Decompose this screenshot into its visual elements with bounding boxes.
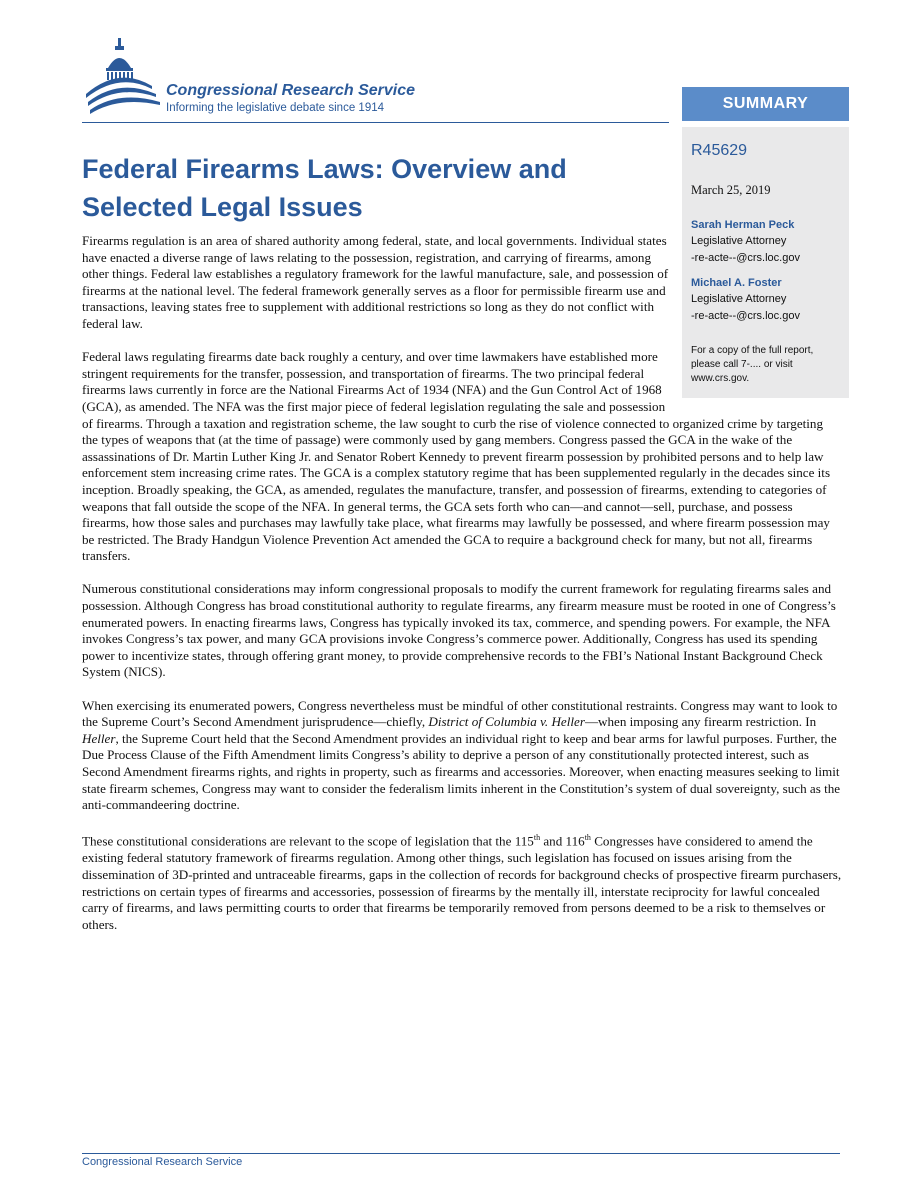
org-name: Congressional Research Service — [166, 82, 416, 99]
author-name: Sarah Herman Peck — [691, 219, 795, 231]
author-email: -re-acte--@crs.loc.gov — [691, 310, 800, 322]
report-date: March 25, 2019 — [691, 183, 771, 197]
text-run: These constitutional considerations are relevant to the scope of legislation that the 115 — [82, 833, 534, 849]
paragraph: Federal laws regulating firearms date back roughly a century, and over time lawmakers have established more stringent requirements for the transfer, possession, and transportation of firearms. The two principal federal firearms laws currently in force are the National Firearms Act of 1934 (NFA) and the Gun Control Act of 1968 (GCA), as amended. The NFA was the first major piece of federal legislation regulating the sale and possession of firearms. Through a taxation and registration scheme, the law sought to curb the rise of violence connected to organized crime by targeting the types of weapons that (at the time of passage) were commonly used by gang members. Congress passed the GCA in the wake of the assassinations of Dr. Martin Luther King Jr. and Senator Robert Kennedy to prevent firearm possession by prohibited persons and to help law enforcement stem increasing crime rates. The GCA is a complex statutory regime that has been supplemented regularly in the decades since its inception. Broadly speaking, the GCA, as amended, regulates the manufacture, transfer, and possession of firearms, extending to categories of weapons that fall outside the scope of the NFA. In general terms, the GCA sets forth who can—and cannot—sell, purchase, and possess firearms, how those sales and purchases may lawfully take place, what firearms may lawfully be possessed, and where firearm possession may be restricted. The Brady Handgun Violence Prevention Act amended the GCA to require a background check for many, but not all, firearms transfers. — [82, 349, 831, 564]
author-title: Legislative Attorney — [691, 293, 787, 305]
text-run: —when imposing any firearm restriction. In — [584, 714, 817, 730]
paragraph — [82, 698, 842, 814]
crs-logo — [84, 36, 484, 122]
paragraph: Numerous constitutional considerations may inform congressional proposals to modify the current framework for regulating firearms sales and possession. Although Congress has broad constitutional authority to regulate firearms, any firearm measure must be rooted in one of Congress’s enumerated powers. In enacting firearms laws, Congress has typically invoked its tax, commerce, and spending powers. For example, the NFA invokes Congress’s tax power, and many GCA provisions invoke Congress’s commerce power. Additionally, Congress has used its spending power to incentivize states, through offering grant money, to provide comprehensive records to the FBI’s National Instant Background Check System (NICS). — [82, 581, 836, 680]
text-run: When exercising its enumerated powers, Congress nevertheless must be mindful of other constitutional restraints. Congress may want to look to the Supreme Court’s Second Amendment jurisprudence—chiefly, — [82, 697, 838, 730]
paragraph — [82, 830, 842, 933]
org-tagline: Informing the legislative debate since 1914 — [166, 102, 385, 114]
summary-body — [82, 233, 842, 950]
footer-text: Congressional Research Service — [82, 1156, 243, 1168]
ordinal-suffix: th — [584, 833, 591, 843]
case-name: Heller — [82, 730, 116, 746]
ordinal-suffix: th — [533, 833, 541, 843]
capitol-dome-icon — [84, 36, 164, 122]
header-rule — [82, 122, 669, 123]
text-run: and 116 — [540, 833, 585, 849]
author-email: -re-acte--@crs.loc.gov — [691, 252, 800, 264]
text-run: Congresses have considered to amend the existing federal statutory framework of firearms regulation. Among other things, such legislation has focused on issues arising from the dissemination of 3D-printed and untraceable firearms, gaps in the collection of records for background checks of prospective firearm purchasers, restrictions on certain types of firearms and accessories, possession of firearms by the mentally ill, interstate reciprocity for lawful concealed carry of firearms, and laws permitting courts to order that firearms be temporarily removed from persons deemed to be a risk to themselves or others. — [82, 833, 842, 932]
footer-rule — [82, 1153, 840, 1154]
full-report-note: For a copy of the full report, please call 7-.... or visit www.crs.gov. — [691, 345, 814, 384]
author-name: Michael A. Foster — [691, 277, 782, 289]
paragraph: Firearms regulation is an area of shared authority among federal, state, and local governments. Individual states have enacted a diverse range of laws relating to the possession, registration, and carrying of firearms, among other things. Federal law establishes a regulatory framework for the lawful manufacture, sale, and possession of firearms at the national level. The federal framework generally serves as a floor for permissible firearm use and transactions, leaving states free to supplement with additional restrictions so long as they do not conflict with federal law. — [82, 233, 669, 331]
report-number: R45629 — [691, 142, 748, 159]
case-name: District of Columbia v. Heller — [428, 714, 585, 730]
sidebar-spacer — [672, 233, 842, 401]
summary-header: SUMMARY — [682, 87, 849, 121]
report-title: Federal Firearms Laws: Overview and Selected Legal Issues — [82, 154, 567, 222]
author-title: Legislative Attorney — [691, 235, 787, 247]
text-run: , the Supreme Court held that the Second Amendment provides an individual right to keep and bear arms for lawful purposes. Further, the Due Process Clause of the Fifth Amendment limits Congress’s ability to deprive a person of any constitutionally protected interest, such as Second Amendment firearms rights, and rights in property, such as firearms and accessories. Moreover, when enacting measures seeking to limit state firearm schemes, Congress may want to consider the federalism limits inherent in the Constitution’s system of dual sovereignty, such as the anti-commandeering doctrine. — [82, 730, 841, 813]
